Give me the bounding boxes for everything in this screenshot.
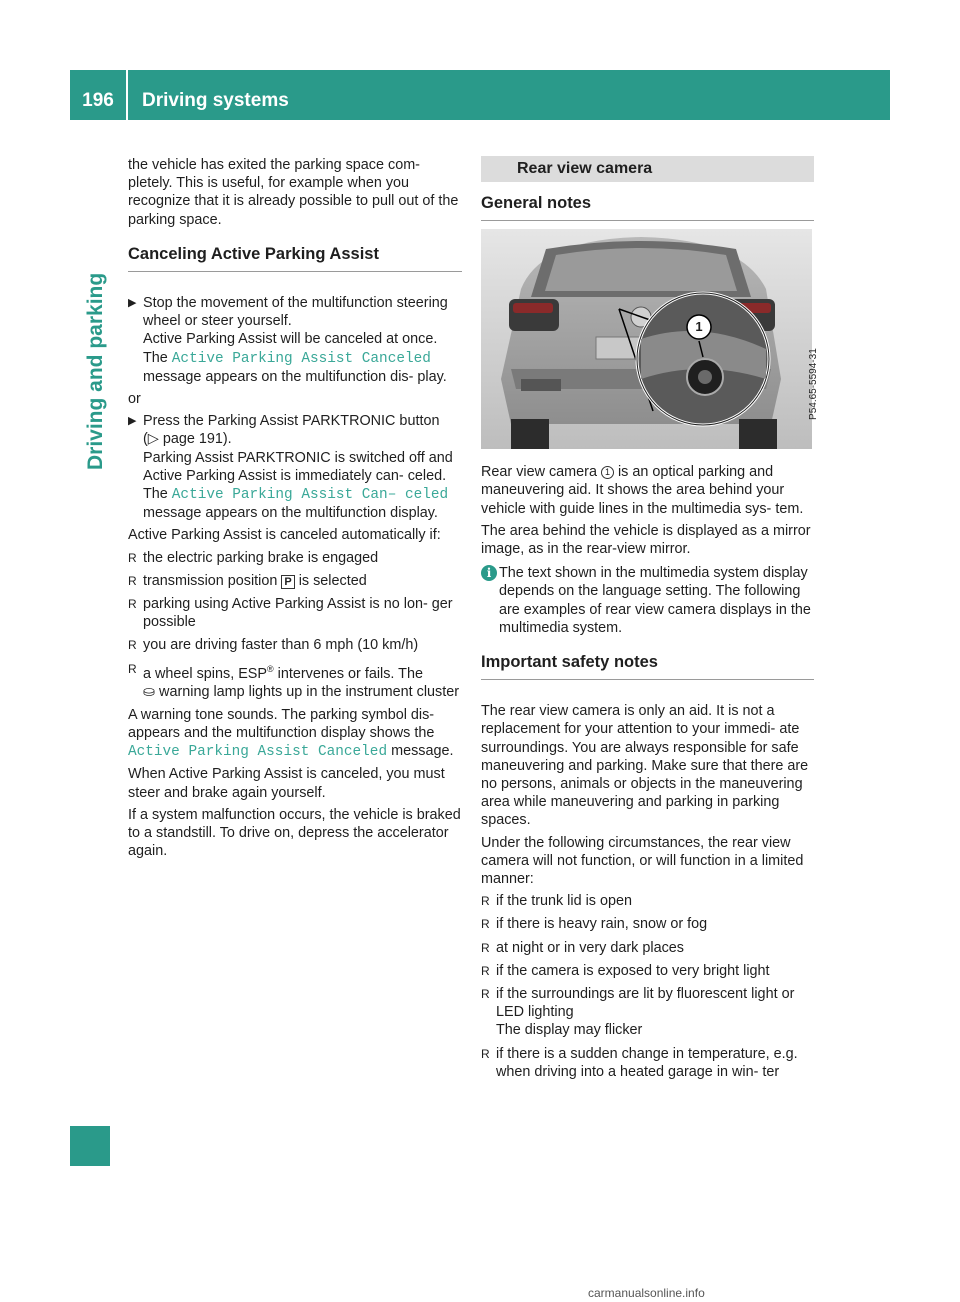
desc-pre: Rear view camera	[481, 464, 601, 481]
warning-pre: A warning tone sounds. The parking symbol dis- appears and the multifunction display shows the	[128, 706, 435, 742]
callout-one-icon: 1	[601, 466, 614, 479]
list-item-text: at night or in very dark places	[496, 939, 684, 956]
bullet-marker: R	[128, 638, 137, 653]
callout-number: 1	[695, 319, 703, 335]
list-item	[128, 660, 462, 701]
list-item-text: transmission position	[143, 572, 282, 589]
bullet-marker: R	[481, 917, 490, 932]
auto-cancel-intro: Active Parking Assist is canceled automatically if:	[128, 527, 441, 544]
info-icon: i	[481, 565, 497, 581]
bullet-marker: R	[128, 661, 137, 676]
info-text: The text shown in the multimedia system display depends on the language setting. The following are examples of rear view camera displays in the multimedia system.	[499, 565, 811, 636]
step-arrow-icon: ▶	[128, 297, 137, 310]
steer-text: When Active Parking Assist is canceled, you must steer and brake again yourself.	[128, 766, 445, 801]
step-stop-movement	[128, 294, 462, 386]
list-item	[481, 985, 814, 1040]
step1-pre: The	[143, 349, 172, 366]
list-item	[481, 1045, 814, 1081]
list-item-text: if there is a sudden change in temperature, e.g. when driving into a heated garage in win- ter	[496, 1045, 798, 1080]
page-reference: (▷ page 191).	[143, 431, 232, 448]
list-item	[481, 962, 814, 980]
step1-line2: Active Parking Assist will be canceled at once.	[143, 331, 438, 348]
list-item-text: warning lamp lights up in the instrument cluster	[155, 683, 460, 700]
warning-post: message.	[387, 743, 454, 760]
list-item	[481, 892, 814, 910]
canceling-heading: Canceling Active Parking Assist	[128, 245, 462, 272]
bullet-marker: R	[481, 940, 490, 955]
bullet-marker: R	[128, 573, 137, 588]
list-item	[481, 939, 814, 957]
list-item-note: The display may flicker	[496, 1022, 643, 1039]
watermark: carmanualsonline.info	[588, 1286, 705, 1300]
car-rear-illustration	[481, 229, 812, 449]
bullet-marker: R	[481, 963, 490, 978]
list-item	[128, 572, 462, 590]
list-item-text: you are driving faster than 6 mph (10 km/h)	[143, 637, 419, 654]
step1-post: message appears on the multifunction dis- play.	[143, 368, 447, 385]
step2-line1: Press the Parking Assist PARKTRONIC button	[143, 413, 440, 430]
step2-post: message appears on the multifunction display.	[143, 505, 438, 522]
list-item-text: if the camera is exposed to very bright light	[496, 962, 770, 979]
bullet-marker: R	[128, 550, 137, 565]
header-divider	[126, 70, 128, 120]
display-message: Active Parking Assist Canceled	[128, 744, 388, 761]
safety-text: The rear view camera is only an aid. It is not a replacement for your attention to your immedi- ate surroundings. You are always responsible for safe maneuvering and parking. Make sure that there are no persons, animals or objects in the maneuvering area while maneuvering and parking in parking spaces.	[481, 703, 809, 829]
mirror-text: The area behind the vehicle is displayed as a mirror image, as in the rear-view mirror.	[481, 522, 811, 558]
malfunction-text: If a system malfunction occurs, the vehicle is braked to a standstill. To drive on, depress the accelerator again.	[128, 806, 461, 860]
side-tab-marker	[70, 1126, 110, 1166]
step-press-button	[128, 412, 462, 522]
bullet-marker: R	[481, 987, 490, 1002]
list-item-text: the electric parking brake is engaged	[143, 549, 379, 566]
list-item	[128, 636, 462, 654]
list-item	[128, 549, 462, 567]
bullet-marker: R	[128, 597, 137, 612]
list-item-text: intervenes or fails. The	[273, 665, 423, 682]
or-text: or	[128, 391, 141, 408]
side-tab-label: Driving and parking	[84, 272, 107, 470]
list-item-text: if the surroundings are lit by fluorescent light or LED lighting	[496, 986, 795, 1021]
display-message: Active Parking Assist Canceled	[171, 350, 431, 367]
step1-line1: Stop the movement of the multifunction steering wheel or steer yourself.	[143, 295, 448, 330]
display-message: Active Parking Assist Can– celed	[171, 487, 449, 504]
bullet-marker: R	[481, 1046, 490, 1061]
safety-heading: Important safety notes	[481, 653, 814, 680]
list-item	[128, 595, 462, 631]
info-note	[481, 564, 814, 637]
warning-tone-text	[128, 706, 462, 762]
list-item-text: parking using Active Parking Assist is no lon- ger possible	[143, 596, 453, 631]
registered-mark: ®	[267, 663, 274, 674]
list-item-text: if there is heavy rain, snow or fog	[496, 916, 708, 933]
section-title: Driving systems	[142, 90, 289, 111]
desc-post: is an optical parking and maneuvering aid. It shows the area behind your vehicle with guide lines in the multimedia sys- tem.	[481, 464, 804, 517]
camera-description	[481, 463, 814, 518]
circumstances-text: Under the following circumstances, the rear view camera will not function, or will function in a limited manner:	[481, 834, 804, 888]
list-item-text: a wheel spins, ESP	[143, 665, 267, 682]
rear-camera-photo	[481, 229, 820, 449]
page-number: 196	[82, 90, 114, 111]
rear-view-camera-banner: Rear view camera	[481, 156, 814, 182]
image-code: P54.65-5594-31	[808, 348, 820, 421]
general-notes-heading: General notes	[481, 194, 814, 221]
step-arrow-icon: ▶	[128, 415, 137, 428]
list-item	[481, 915, 814, 933]
skid-warning-icon: ⛀	[143, 683, 156, 700]
list-item-text: is selected	[294, 572, 367, 589]
list-item-text: if the trunk lid is open	[496, 893, 632, 910]
bullet-marker: R	[481, 894, 490, 909]
park-position-icon: P	[281, 575, 294, 589]
right-column	[481, 156, 820, 1086]
left-column	[128, 156, 462, 865]
intro-text: the vehicle has exited the parking space com- pletely. This is useful, for example when you recognize that it is already possible to pull out of the parking space.	[128, 157, 459, 228]
step2-line3: Parking Assist PARKTRONIC is switched off and Active Parking Assist is immediately can- celed. The	[143, 449, 453, 503]
